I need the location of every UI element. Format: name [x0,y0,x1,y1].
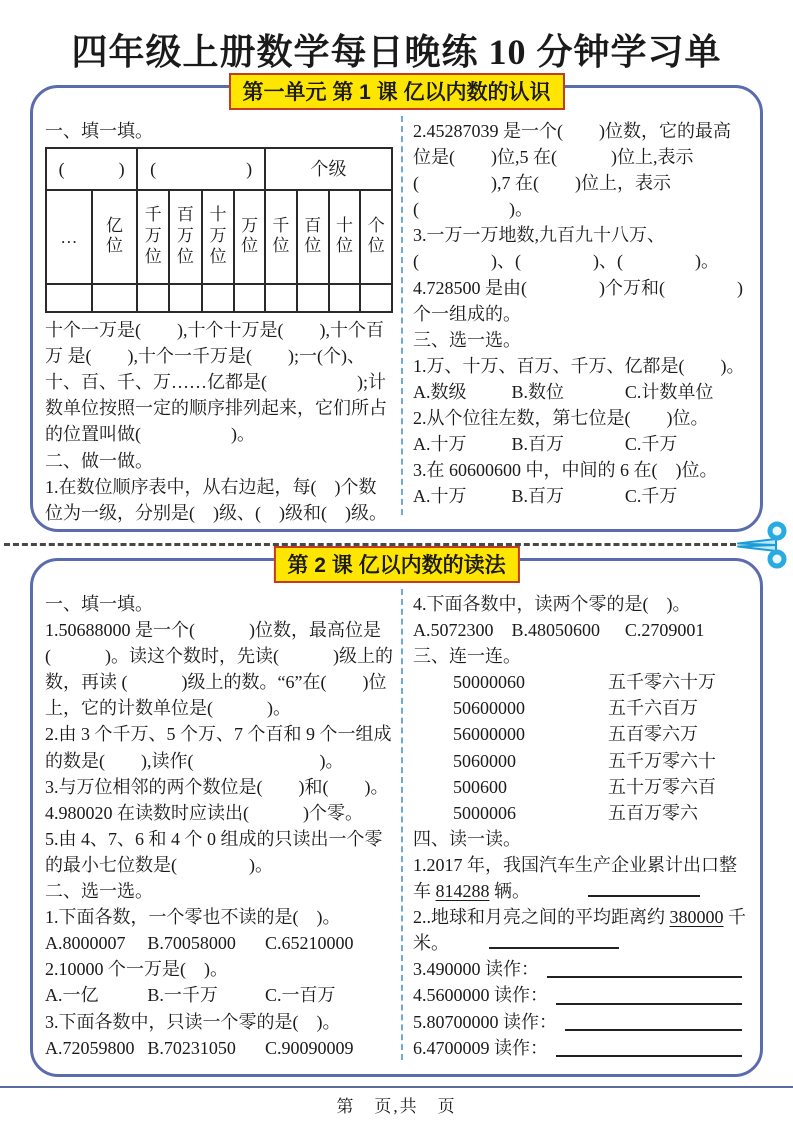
table-column-cell [234,190,265,284]
option-item: B.70058000 [147,933,236,954]
question-text: 6.4700009 读作： [413,1037,548,1058]
option-item: C.90090009 [265,1037,354,1058]
table-column-label: … [60,228,78,248]
part-title-fill: 一、填一填。 [45,594,153,614]
option-item: C.65210000 [265,933,354,954]
option-item: C.千万 [624,434,678,455]
options-row [413,617,748,643]
match-number: 5060000 [453,750,516,771]
match-reading: 五千万零六十 [608,750,716,771]
question-text: 5.由 4、7、6 和 4 个 0 组成的只读出一个零的最小七位数是( )。 [45,828,383,875]
options-row [45,1035,393,1061]
answer-blank [556,1040,742,1057]
answer-blank [556,988,742,1005]
question-text: 3.下面各数中，只读一个零的是( )。 [45,1011,341,1032]
table-group-cell: ( ) [46,148,137,190]
question-text: 4.980020 在读数时应读出( )个零。 [45,802,363,823]
match-number: 50000060 [453,672,525,693]
part-title-do: 二、做一做。 [45,450,153,471]
read-aloud-line [413,1035,748,1061]
table-empty-cell [329,284,361,312]
question-text [413,904,748,956]
option-item: C.千万 [624,486,678,507]
underlined-number: 380000 [669,907,724,928]
sentence-prefix: 1.2017 年，我国汽车生产企业累计出口整车 [413,854,737,902]
question-text: 5.80700000 读作： [413,1011,557,1032]
table-column-label: 千位 [272,215,290,256]
place-value-table [45,147,393,313]
section-1-left-column [41,114,401,521]
options-row [45,982,393,1008]
question-text: 2.10000 个一万是( )。 [45,959,228,980]
table-column-cell [137,190,169,284]
worksheet-section-1 [30,81,763,532]
match-reading: 五百万零六 [608,802,698,823]
table-column-cell [360,190,392,284]
table-column-cell [265,190,297,284]
match-reading: 五千六百万 [608,698,698,719]
table-empty-cell [169,284,202,312]
part-title-fill: 一、填一填。 [45,121,153,141]
match-row [413,721,748,747]
table-group-cell: ( ) [137,148,265,190]
table-empty-cell [92,284,138,312]
footer-page-number: 第 页,共 页 [336,1097,457,1116]
options-row [413,431,748,457]
options-row [413,483,748,509]
match-row [413,669,748,695]
answer-blank [565,1014,742,1031]
option-item: A.十万 [413,434,467,455]
part-title-read: 四、读一读。 [413,828,521,849]
answer-blank [588,880,700,897]
question-text [413,852,748,904]
match-reading: 五千零六十万 [608,672,716,693]
sentence-prefix: 2..地球和月亮之间的平均距离约 [413,907,670,928]
match-number: 5000006 [453,802,516,823]
section-1-header: 第一单元 第 1 课 亿以内数的认识 [228,73,564,110]
table-column-label: 十位 [336,215,354,256]
option-item: B.百万 [511,486,565,507]
answer-blank [489,932,619,949]
question-text: 3.一万一万地数,九百九十八万、( )、( )、( )。 [413,225,719,272]
option-item: C.一百万 [265,985,336,1006]
table-empty-cell [46,284,92,312]
option-item: B.48050600 [511,620,601,641]
worksheet-section-2 [30,554,763,1077]
options-row [45,930,393,956]
table-column-cell [329,190,361,284]
question-text: 3.在 60600600 中，中间的 6 在( )位。 [413,460,718,481]
option-item: C.2709001 [624,620,705,641]
option-item: B.百万 [511,434,565,455]
section-1-right-column [403,114,752,521]
question-text: 3.与万位相邻的两个数位是( )和( )。 [45,776,389,797]
option-item: B.一千万 [147,985,218,1006]
table-column-label: 百万位 [176,205,194,266]
table-column-cell [169,190,202,284]
footer-divider [0,1086,793,1088]
table-group-cell: 个级 [265,148,392,190]
part-title-choose: 二、选一选。 [45,881,153,902]
part-title-choose: 三、选一选。 [413,329,521,350]
question-text: 1.50688000 是一个( )位数，最高位是( )。读这个数时，先读( )级上的数，再读 ( )级上的数。“6”在( )位上，它的计数单位是( )。 [45,620,393,719]
question-text: 2.从个位往左数，第七位是( )位。 [413,408,709,429]
table-column-cell [92,190,138,284]
table-column-label: 个位 [367,215,385,256]
option-item: A.十万 [413,486,467,507]
options-row [413,379,748,405]
match-number: 56000000 [453,724,525,745]
table-empty-cell [360,284,392,312]
match-reading: 五十万零六百 [608,776,716,797]
table-column-cell [297,190,329,284]
table-empty-cell [265,284,297,312]
option-item: A.一亿 [45,985,99,1006]
match-number: 500600 [453,776,507,797]
read-aloud-line [413,1009,748,1035]
question-text: 1.在数位顺序表中，从右边起，每( )个数位为一级，分别是( )级、( )级和( )级。 [45,476,387,523]
match-row [413,774,748,800]
part-title-match: 三、连一连。 [413,646,521,667]
section-2-right-column [403,587,752,1066]
option-item: C.计数单位 [624,381,714,402]
table-column-label: 千万位 [144,205,162,266]
question-text: 1.万、十万、百万、千万、亿都是( )。 [413,355,745,376]
option-item: A.5072300 [413,620,494,641]
question-text: 3.490000 读作： [413,959,539,980]
option-item: B.70231050 [147,1037,236,1058]
table-empty-cell [234,284,265,312]
table-empty-cell [202,284,235,312]
option-item: A.数级 [413,381,467,402]
table-empty-cell [137,284,169,312]
option-item: A.8000007 [45,933,126,954]
sentence-suffix: 辆。 [489,881,530,902]
question-text: 4.5600000 读作： [413,985,548,1006]
table-column-cell [46,190,92,284]
question-text: 4.728500 是由( )个万和( )个一组成的。 [413,277,743,324]
match-row [413,695,748,721]
answer-blank [547,961,742,978]
match-row [413,800,748,826]
section-2-left-column [41,587,401,1066]
sentence-suffix: 千米。 [413,907,746,954]
table-column-cell [202,190,235,284]
option-item: B.数位 [511,381,565,402]
question-text: 4.下面各数中，读两个零的是( )。 [413,594,691,614]
page-title: 四年级上册数学每日晚练 10 分钟学习单 [71,32,722,72]
read-aloud-line [413,956,748,982]
section-2-header: 第 2 课 亿以内数的读法 [273,546,519,583]
question-text: 2.由 3 个千万、5 个万、7 个百和 9 个一组成的数是( ),读作( )。 [45,724,392,771]
option-item: A.72059800 [45,1037,135,1058]
match-number: 50600000 [453,698,525,719]
underlined-number: 814288 [435,881,490,902]
table-column-label: 万位 [241,215,259,256]
match-reading: 五百零六万 [608,724,698,745]
table-column-label: 十万位 [209,205,227,266]
table-column-label: 百位 [304,215,322,256]
question-text: 1.下面各数，一个零也不读的是( )。 [45,907,341,928]
table-empty-cell [297,284,329,312]
question-text: 2.45287039 是一个( )位数，它的最高位是( )位,5 在( )位上,表示( ),7 在( )位上，表示( )。 [413,121,731,220]
match-row [413,748,748,774]
read-aloud-line [413,982,748,1008]
table-column-label: 亿位 [106,215,123,256]
question-text: 十个一万是( ),十个十万是( ),十个百万 是( ),十个一千万是( );一(个)、十、百、千、万……亿都是( );计数单位按照一定的顺序排列起来，它们所占的位置叫做( )。 [45,320,387,445]
